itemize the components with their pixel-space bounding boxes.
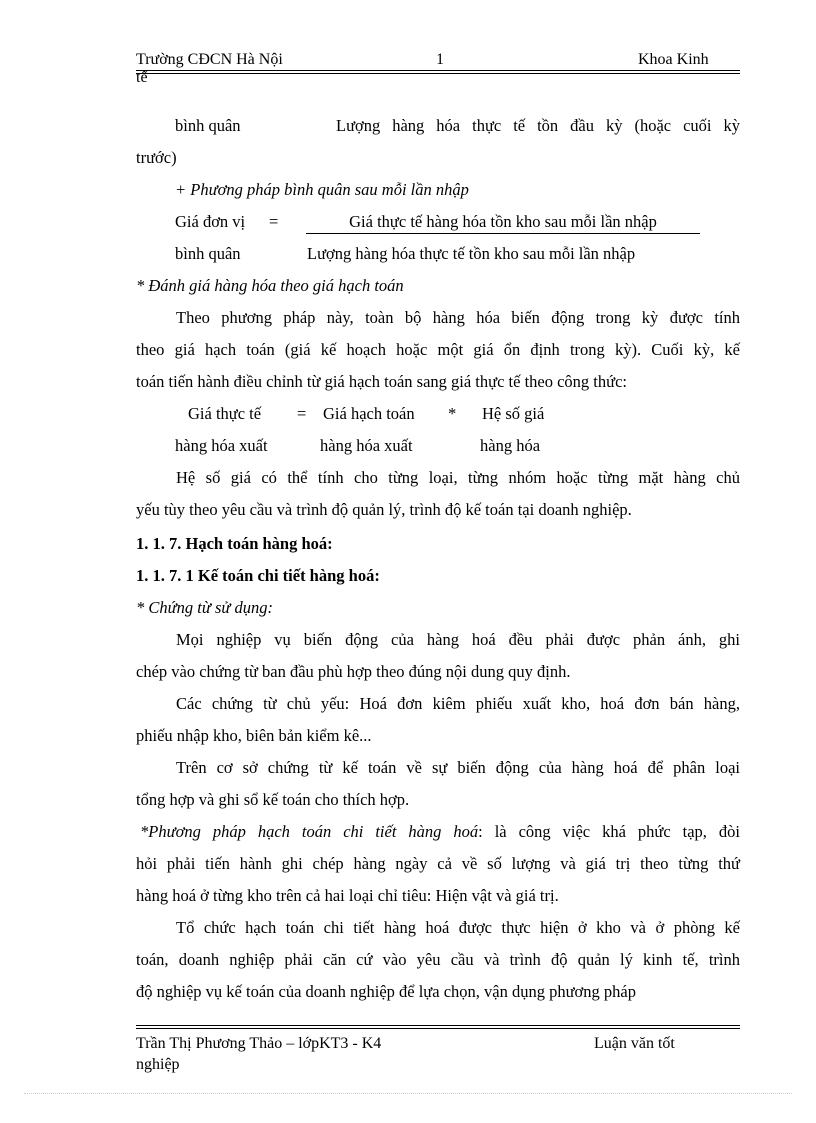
paragraph-line: Trên cơ sở chứng từ kế toán về sự biến động của hàng hoá để phân loại [176, 758, 740, 777]
paragraph-line: chép vào chứng từ ban đầu phù hợp theo đúng nội dung quy định. [136, 662, 571, 681]
header-school: Trường CĐCN Hà Nội [136, 51, 283, 68]
header-rule-2 [136, 73, 740, 74]
formula2-equals: = [269, 212, 279, 231]
formula3-b: Giá hạch toán [323, 404, 415, 423]
header-department: Khoa Kinh [638, 51, 709, 68]
formula2-label: Giá đơn vị [175, 212, 246, 231]
paragraph-line: toán tiến hành điều chỉnh từ giá hạch toán sang giá thực tế theo công thức: [136, 372, 627, 391]
header-page-number: 1 [436, 51, 444, 68]
heading-1-1-7-1: 1. 1. 7. 1 Kế toán chi tiết hàng hoá: [136, 566, 380, 585]
method-label: *Phương pháp hạch toán chi tiết hàng hoá [140, 822, 479, 841]
paragraph-line: Theo phương pháp này, toàn bộ hàng hóa biến động trong kỳ được tính [176, 308, 740, 327]
paragraph-line: Tổ chức hạch toán chi tiết hàng hoá được thực hiện ở kho và ở phòng kế [176, 918, 740, 937]
formula3-multiply: * [448, 404, 457, 423]
paragraph-line: hàng hoá ở từng kho trên cả hai loại chỉ tiêu: Hiện vật và giá trị. [136, 886, 559, 905]
header-department-wrap: tế [136, 69, 148, 86]
method-heading: + Phương pháp bình quân sau mỗi lần nhập [175, 180, 469, 199]
paragraph-line: hỏi phải tiến hành ghi chép hàng ngày cả về số lượng và giá trị theo từng thứ [136, 854, 740, 873]
formula3-b-cont: hàng hóa xuất [320, 436, 413, 455]
formula2-numerator: Giá thực tế hàng hóa tồn kho sau mỗi lần nhập [306, 212, 700, 234]
footer-rule-2 [136, 1028, 740, 1029]
paragraph-line [140, 822, 740, 842]
paragraph-line: tổng hợp và ghi sổ kế toán cho thích hợp. [136, 790, 410, 809]
formula2-label-cont: bình quân [175, 244, 241, 263]
formula3-c: Hệ số giá [482, 404, 545, 423]
paragraph-line: độ nghiệp vụ kế toán của doanh nghiệp để lựa chọn, vận dụng phương pháp [136, 982, 636, 1001]
formula1-left: bình quân [175, 116, 241, 135]
page-bottom-border [24, 1093, 792, 1094]
paragraph-line: yếu tùy theo yêu cầu và trình độ quản lý, trình độ kế toán tại doanh nghiệp. [136, 500, 632, 519]
formula2-denominator: Lượng hàng hóa thực tế tồn kho sau mỗi lần nhập [307, 244, 636, 263]
paragraph-line: phiếu nhập kho, biên bản kiểm kê... [136, 726, 372, 745]
footer-rule-1 [136, 1025, 740, 1026]
footer-author: Trần Thị Phương Thảo – lớpKT3 - K4 [136, 1035, 382, 1052]
paragraph-line: Mọi nghiệp vụ biến động của hàng hoá đều phải được phản ánh, ghi [176, 630, 740, 649]
formula1-denominator: Lượng hàng hóa thực tế tồn đầu kỳ (hoặc cuối kỳ [336, 116, 740, 135]
section-heading-hach-toan: * Đánh giá hàng hóa theo giá hạch toán [136, 276, 404, 295]
formula3-a-cont: hàng hóa xuất [175, 436, 268, 455]
formula3-a: Giá thực tế [188, 404, 262, 423]
formula3-equals: = [297, 404, 307, 423]
footer-doc-type: Luận văn tốt [594, 1035, 675, 1052]
paragraph-line: Hệ số giá có thể tính cho từng loại, từng nhóm hoặc từng mặt hàng chủ [176, 468, 740, 487]
method-desc: : là công việc khá phức tạp, đòi [478, 822, 740, 841]
paragraph-line: theo giá hạch toán (giá kế hoạch hoặc một giá ổn định trong kỳ). Cuối kỳ, kế [136, 340, 740, 359]
paragraph-line: toán, doanh nghiệp phải căn cứ vào yêu cầu và trình độ quản lý kinh tế, trình [136, 950, 740, 969]
heading-1-1-7: 1. 1. 7. Hạch toán hàng hoá: [136, 534, 333, 553]
header-rule-1 [136, 70, 740, 71]
paragraph-line: Các chứng từ chủ yếu: Hoá đơn kiêm phiếu xuất kho, hoá đơn bán hàng, [176, 694, 740, 713]
footer-doc-type-wrap: nghiệp [136, 1056, 180, 1073]
subheading-chung-tu: * Chứng từ sử dụng: [136, 598, 274, 617]
formula3-c-cont: hàng hóa [480, 436, 541, 455]
formula1-denominator-cont: trước) [136, 148, 177, 167]
